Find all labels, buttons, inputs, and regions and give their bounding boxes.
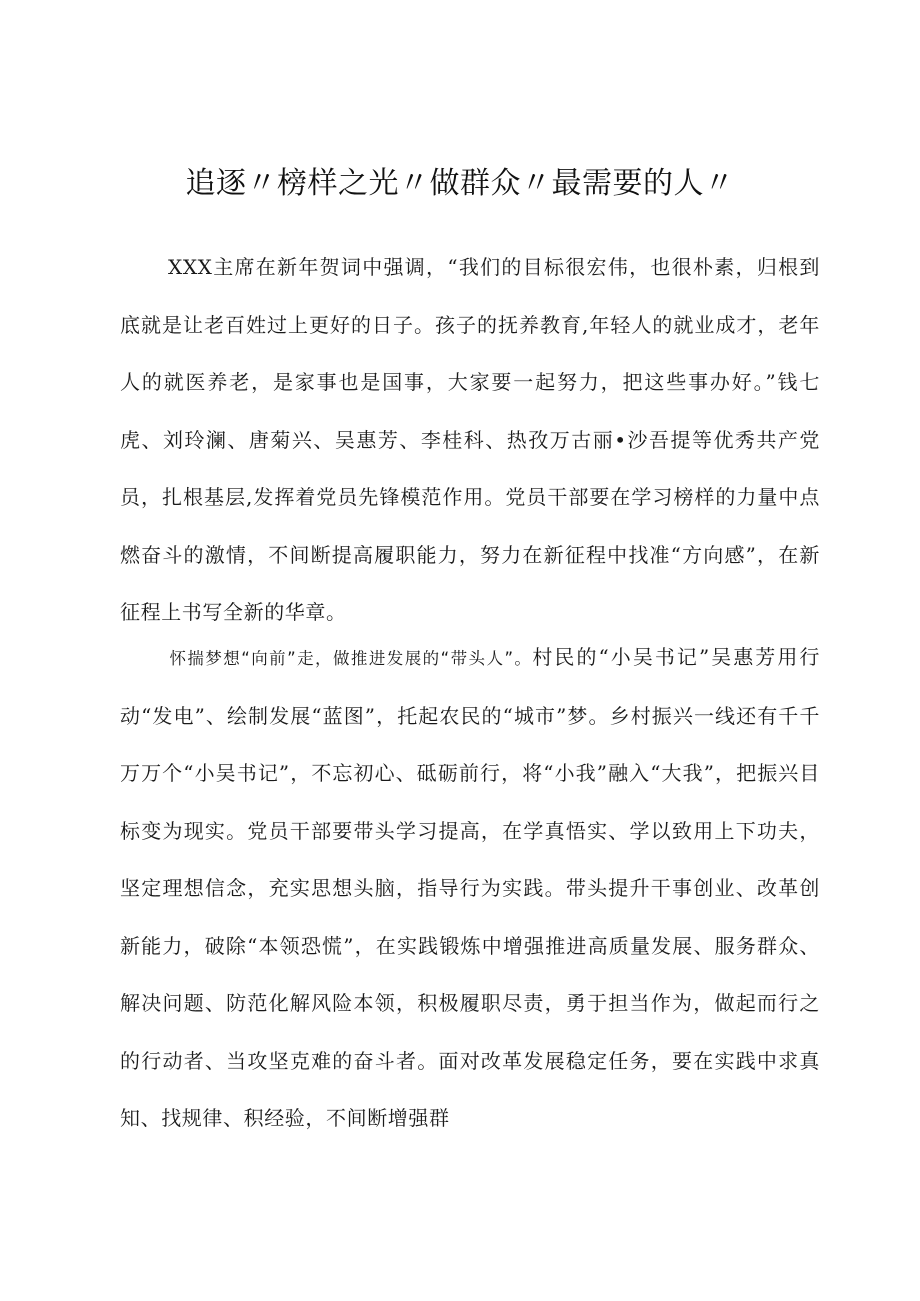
document-title: 追逐〃榜样之光〃做群众〃最需要的人〃 bbox=[185, 166, 735, 201]
paragraph-2-lead-heading: 怀揣梦想“向前”走，做推进发展的“带头人”。 bbox=[168, 649, 533, 668]
paragraph-1-text: XXX主席在新年贺词中强调，“我们的目标很宏伟，也很朴素，归根到底就是让老百姓过上更好的日子。孩子的抚养教育,年轻人的就业成才，老年人的就医养老，是家事也是国事，大家要一起努力，把这些事办好。”钱七虎、刘玲澜、唐菊兴、吴惠芳、李桂科、热孜万古丽•沙吾提等优秀共产党员，扎根基层,发挥着党员先锋模范作用。党员干部要在学习榜样的力量中点燃奋斗的激情，不间断提高履职能力，努力在新征程中找准“方向感”，在新征程上书写全新的华章。 bbox=[120, 255, 820, 624]
paragraph-2-text: 村民的“小吴书记”吴惠芳用行动“发电”、绘制发展“蓝图”，托起农民的“城市”梦。乡村振兴一线还有千千万万个“小吴书记”，不忘初心、砥砺前行，将“小我”融入“大我”，把振兴目标变为现实。党员干部要带头学习提高，在学真悟实、学以致用上下功夫，坚定理想信念，充实思想头脑，指导行为实践。带头提升干事创业、改革创新能力，破除“本领恐慌”，在实践锻炼中增强推进高质量发展、服务群众、解决问题、防范化解风险本领，积极履职尽责，勇于担当作为，做起而行之的行动者、当攻坚克难的奋斗者。面对改革发展稳定任务，要在实践中求真知、找规律、积经验，不间断增强群 bbox=[120, 645, 820, 1130]
paragraph-1 bbox=[120, 239, 820, 642]
paragraph-2 bbox=[120, 629, 820, 1148]
